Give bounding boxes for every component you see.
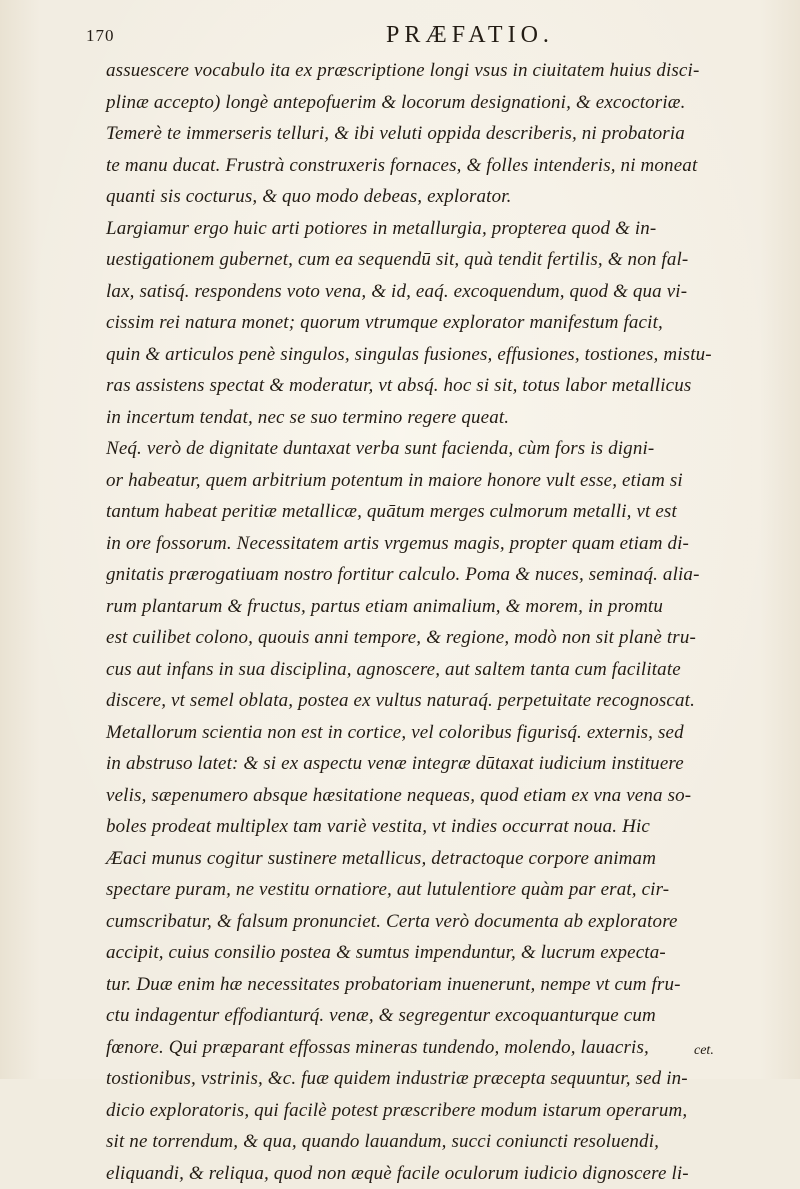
text-line: in abstruso latet: & si ex aspectu venæ integræ dūtaxat iudicium instituere [106, 748, 722, 780]
text-line: ras assistens spectat & moderatur, vt absq́. hoc si sit, totus labor metallicus [106, 370, 722, 402]
text-line: cumscribatur, & falsum pronunciet. Certa verò documenta ab exploratore [106, 906, 722, 938]
text-line: te manu ducat. Frustrà construxeris fornaces, & folles intenderis, ni moneat [106, 150, 722, 182]
text-line: spectare puram, ne vestitu ornatiore, aut lutulentiore quàm par erat, cir- [106, 874, 722, 906]
text-line: quin & articulos penè singulos, singulas fusiones, effusiones, tostiones, mistu- [106, 339, 722, 371]
text-line: tur. Duæ enim hæ necessitates probatoriam inuenerunt, nempe vt cum fru- [106, 969, 722, 1001]
text-line: cus aut infans in sua disciplina, agnoscere, aut saltem tanta cum facilitate [106, 654, 722, 686]
text-line: dicio exploratoris, qui facilè potest præscribere modum istarum operarum, [106, 1095, 722, 1127]
text-line: Temerè te immerseris telluri, & ibi veluti oppida describeris, ni probatoria [106, 118, 722, 150]
page-number: 170 [86, 26, 115, 46]
page-title: PRÆFATIO. [386, 22, 554, 49]
text-line: or habeatur, quem arbitrium potentum in maiore honore vult esse, etiam si [106, 465, 722, 497]
text-line: Neq́. verò de dignitate duntaxat verba sunt facienda, cùm fors is digni- [106, 433, 722, 465]
text-line: ctu indagentur effodianturq́. venæ, & segregentur excoquanturque cum [106, 1000, 722, 1032]
body-text [106, 55, 722, 1189]
catchword: cet. [694, 1043, 714, 1059]
text-line: in ore fossorum. Necessitatem artis vrgemus magis, propter quam etiam di- [106, 528, 722, 560]
text-line: lax, satisq́. respondens voto vena, & id, eaq́. excoquendum, quod & qua vi- [106, 276, 722, 308]
text-line: discere, vt semel oblata, postea ex vultus naturaq́. perpetuitate recognoscat. [106, 685, 722, 717]
text-line: accipit, cuius consilio postea & sumtus impenduntur, & lucrum expecta- [106, 937, 722, 969]
text-line: rum plantarum & fructus, partus etiam animalium, & morem, in promtu [106, 591, 722, 623]
text-line: gnitatis prærogatiuam nostro fortitur calculo. Poma & nuces, seminaq́. alia- [106, 559, 722, 591]
text-line: cissim rei natura monet; quorum vtrumque explorator manifestum facit, [106, 307, 722, 339]
text-line: sit ne torrendum, & qua, quando lauandum, succi coniuncti resoluendi, [106, 1126, 722, 1158]
text-line: boles prodeat multiplex tam variè vestita, vt indies occurrat noua. Hic [106, 811, 722, 843]
text-line: Æaci munus cogitur sustinere metallicus, detractoque corpore animam [106, 843, 722, 875]
text-line: tantum habeat peritiæ metallicæ, quātum merges culmorum metalli, vt est [106, 496, 722, 528]
text-line: eliquandi, & reliqua, quod non æquè facile oculorum iudicio dignoscere li- [106, 1158, 722, 1189]
text-line: tostionibus, vstrinis, &c. fuæ quidem industriæ præcepta sequuntur, sed in- [106, 1063, 722, 1095]
text-line: Largiamur ergo huic arti potiores in metallurgia, propterea quod & in- [106, 213, 722, 245]
text-line: uestigationem gubernet, cum ea sequendū sit, quà tendit fertilis, & non fal- [106, 244, 722, 276]
text-line: velis, sæpenumero absque hæsitatione nequeas, quod etiam ex vna vena so- [106, 780, 722, 812]
text-line: in incertum tendat, nec se suo termino regere queat. [106, 402, 722, 434]
text-line: Metallorum scientia non est in cortice, vel coloribus figurisq́. externis, sed [106, 717, 722, 749]
text-line: plinæ accepto) longè antepofuerim & locorum designationi, & excoctoriæ. [106, 87, 722, 119]
text-line: est cuilibet colono, quouis anni tempore, & regione, modò non sit planè tru- [106, 622, 722, 654]
text-line: fœnore. Qui præparant effossas mineras tundendo, molendo, lauacris, [106, 1032, 722, 1064]
running-head [86, 22, 726, 56]
text-line: quanti sis cocturus, & quo modo debeas, explorator. [106, 181, 722, 213]
text-line: assuescere vocabulo ita ex præscriptione longi vsus in ciuitatem huius disci- [106, 55, 722, 87]
